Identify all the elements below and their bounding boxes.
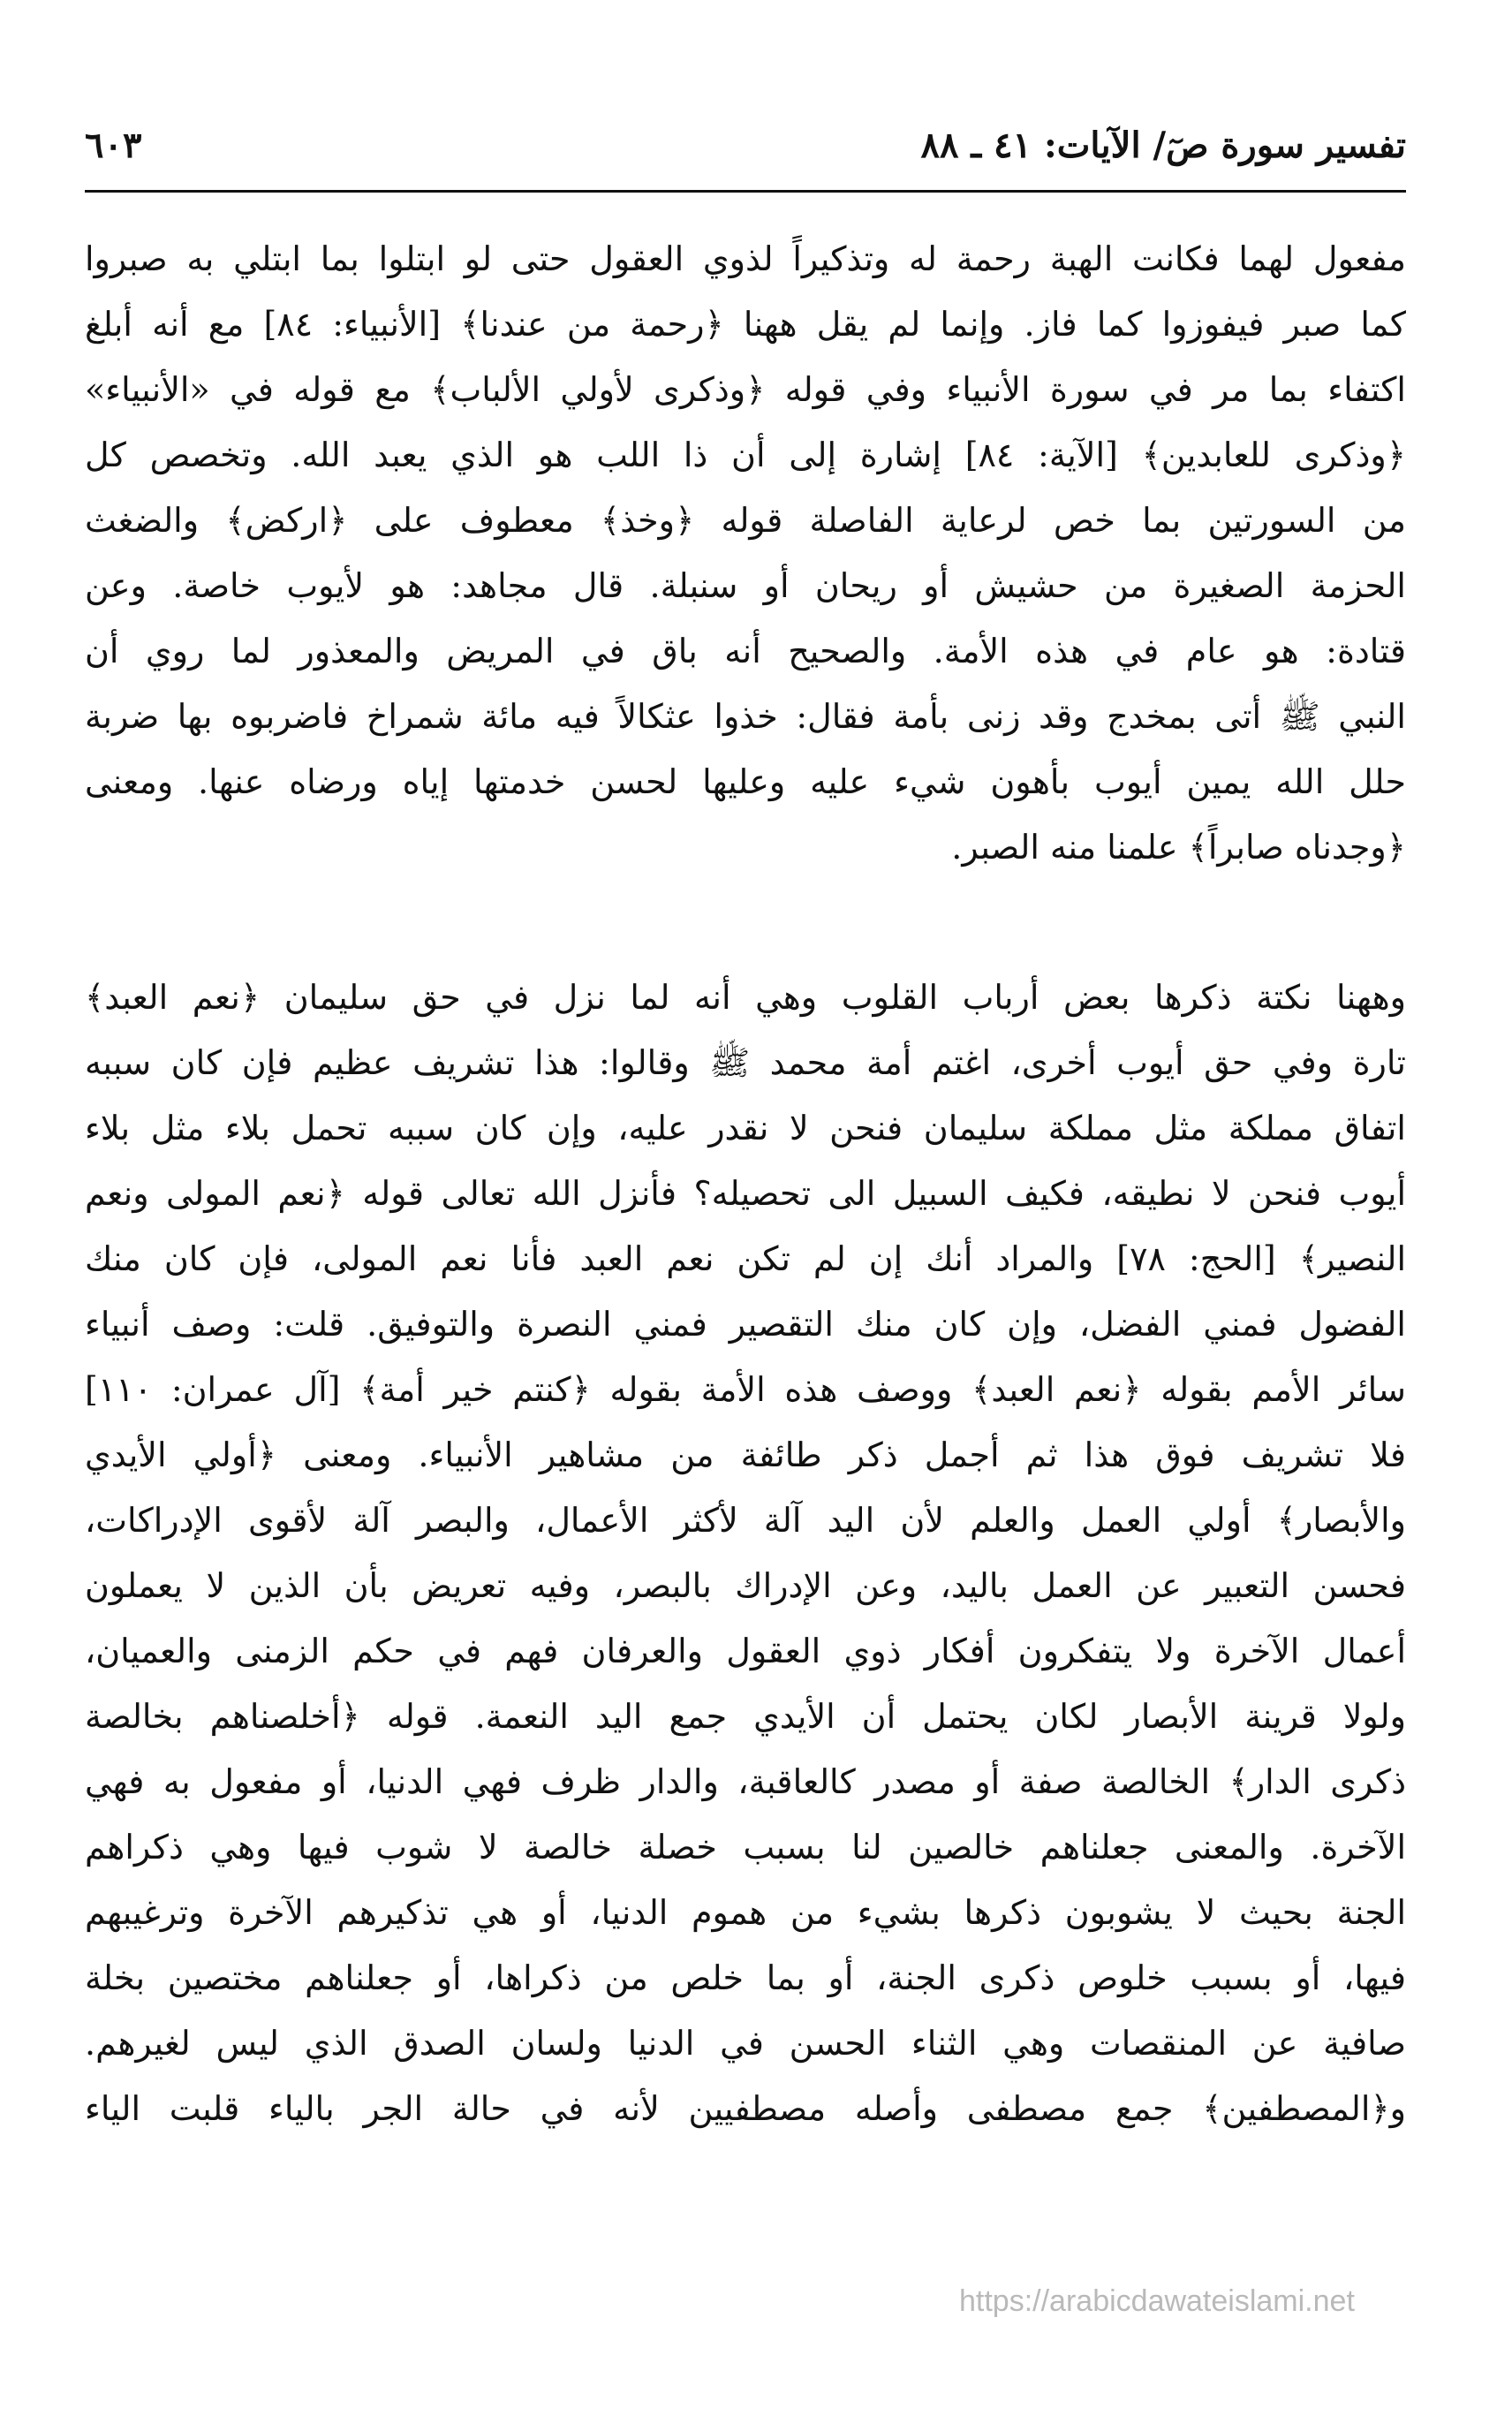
text-line: النصير﴾ [الحج: ٧٨] والمراد أنك إن لم تكن نعم العبد فأنا نعم المولى، فإن كان منك — [85, 1239, 1406, 1278]
text-line: كما صبر فيفوزوا كما فاز. وإنما لم يقل ههنا ﴿رحمة من عندنا﴾ [الأنبياء: ٨٤] مع أنه أبلغ — [85, 305, 1406, 344]
header-rule — [85, 190, 1406, 193]
text-line: صافية عن المنقصات وهي الثناء الحسن في الدنيا ولسان الصدق الذي ليس لغيرهم. — [85, 2024, 1406, 2063]
text-line: حلل الله يمين أيوب بأهون شيء عليه وعليها لحسن خدمتها إياه ورضاه عنها. ومعنى — [85, 762, 1406, 801]
text-line: أعمال الآخرة ولا يتفكرون أفكار ذوي العقول والعرفان فهم في حكم الزمنى والعميان، — [85, 1632, 1406, 1670]
text-line: فلا تشريف فوق هذا ثم أجمل ذكر طائفة من مشاهير الأنبياء. ومعنى ﴿أولي الأيدي — [85, 1435, 1406, 1474]
page-number: ٦٠٣ — [85, 125, 142, 166]
paragraph-2 — [85, 965, 1406, 2141]
text-line: وههنا نكتة ذكرها بعض أرباب القلوب وهي أنه لما نزل في حق سليمان ﴿نعم العبد﴾ — [85, 978, 1406, 1017]
text-line: قتادة: هو عام في هذه الأمة. والصحيح أنه باق في المريض والمعذور لما روي أن — [85, 632, 1406, 670]
text-line: تارة وفي حق أيوب أخرى، اغتم أمة محمد ﷺ وقالوا: هذا تشريف عظيم فإن كان سببه — [85, 1043, 1406, 1082]
text-line: الحزمة الصغيرة من حشيش أو ريحان أو سنبلة. قال مجاهد: هو لأيوب خاصة. وعن — [85, 566, 1406, 605]
text-line: و﴿المصطفين﴾ جمع مصطفى وأصله مصطفيين لأنه في حالة الجر بالياء قلبت الياء — [85, 2089, 1406, 2128]
page-header — [85, 119, 1406, 190]
text-line: اتفاق مملكة مثل مملكة سليمان فنحن لا نقدر عليه، وإن كان سببه تحمل بلاء مثل بلاء — [85, 1109, 1406, 1147]
text-line: ﴿وذكرى للعابدين﴾ [الآية: ٨٤] إشارة إلى أن ذا اللب هو الذي يعبد الله. وتخصص كل — [85, 435, 1406, 474]
text-line: أيوب فنحن لا نطيقه، فكيف السبيل الى تحصيله؟ فأنزل الله تعالى قوله ﴿نعم المولى ونعم — [85, 1174, 1406, 1213]
text-line: فيها، أو بسبب خلوص ذكرى الجنة، أو بما خلص من ذكراها، أو جعلناهم مختصين بخلة — [85, 1958, 1406, 1997]
text-line: اكتفاء بما مر في سورة الأنبياء وفي قوله ﴿وذكرى لأولي الألباب﴾ مع قوله في «الأنبياء» — [85, 370, 1406, 409]
text-line: الفضول فمني الفضل، وإن كان منك التقصير فمني النصرة والتوفيق. قلت: وصف أنبياء — [85, 1305, 1406, 1344]
text-line: فحسن التعبير عن العمل باليد، وعن الإدراك بالبصر، وفيه تعريض بأن الذين لا يعملون — [85, 1566, 1406, 1605]
text-line: النبي ﷺ أتى بمخدج وقد زنى بأمة فقال: خذوا عثكالاً فيه مائة شمراخ فاضربوه بها ضربة — [85, 697, 1406, 736]
text-line: الآخرة. والمعنى جعلناهم خالصين لنا بسبب خصلة خالصة لا شوب فيها وهي ذكراهم — [85, 1828, 1406, 1867]
text-line: الجنة بحيث لا يشوبون ذكرها بشيء من هموم الدنيا، أو هي تذكيرهم الآخرة وترغيبهم — [85, 1893, 1406, 1932]
running-title: تفسير سورة صٓ/ الآيات: ٤١ ـ ٨٨ — [920, 125, 1406, 166]
text-line: ولولا قرينة الأبصار لكان يحتمل أن الأيدي جمع اليد النعمة. قوله ﴿أخلصناهم بخالصة — [85, 1697, 1406, 1736]
text-line: ذكرى الدار﴾ الخالصة صفة أو مصدر كالعاقبة، والدار ظرف فهي الدنيا، أو مفعول به فهي — [85, 1762, 1406, 1801]
text-line: مفعول لهما فكانت الهبة رحمة له وتذكيراً لذوي العقول حتى لو ابتلوا بما ابتلي به صبروا — [85, 239, 1406, 278]
book-page — [85, 0, 1406, 2431]
paragraph-1 — [85, 226, 1406, 880]
text-line: من السورتين بما خص لرعاية الفاصلة قوله ﴿وخذ﴾ معطوف على ﴿اركض﴾ والضغث — [85, 501, 1406, 540]
text-line: والأبصار﴾ أولي العمل والعلم لأن اليد آلة لأكثر الأعمال، والبصر آلة لأقوى الإدراكات، — [85, 1501, 1406, 1540]
text-line: سائر الأمم بقوله ﴿نعم العبد﴾ ووصف هذه الأمة بقوله ﴿كنتم خير أمة﴾ [آل عمران: ١١٠] — [85, 1370, 1406, 1409]
watermark-url: https://arabicdawateislami.net — [959, 2284, 1355, 2318]
text-line: ﴿وجدناه صابراً﴾ علمنا منه الصبر. — [951, 828, 1406, 867]
